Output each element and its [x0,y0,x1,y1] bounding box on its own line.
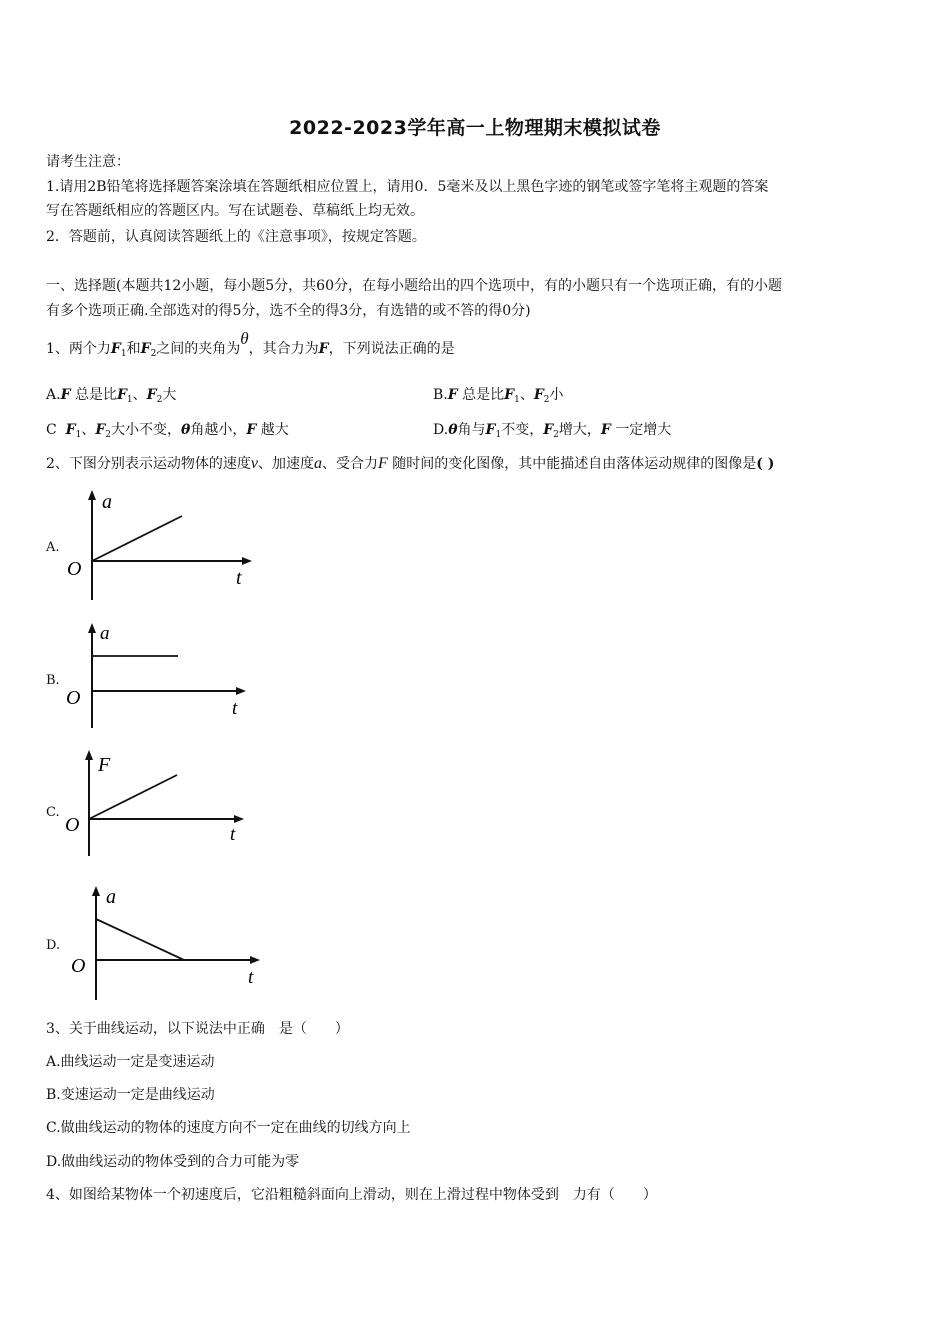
graph-c-origin: O [65,814,80,836]
q2-option-d-label[interactable]: D. [46,938,61,953]
q1-option-a[interactable]: A.F 总是比$F_1$、$F_2$大 [46,387,177,405]
q3-stem: 3、关于曲线运动，以下说法中正确 是（ ） [46,1021,349,1037]
section1-line2: 有多个选项正确.全部选对的得5分，选不全的得3分，有选错的或不答的得0分) [46,303,531,319]
q3-option-c[interactable]: C.做曲线运动的物体的速度方向不一定在曲线的切线方向上 [46,1120,411,1136]
q2-option-a-graph[interactable] [60,488,260,607]
q3-option-a[interactable]: A.曲线运动一定是变速运动 [46,1054,215,1070]
graph-d-x-label: t [248,967,254,988]
q2-option-d-graph[interactable] [60,884,270,1006]
graph-b-origin: O [66,687,81,709]
q2-option-b-label[interactable]: B. [46,673,60,688]
graph-a-y-label: a [102,491,112,513]
page-title: 2022-2023学年高一上物理期末模拟试卷 [289,117,661,139]
notice-heading: 请考生注意： [46,154,130,170]
q2-stem: 2、下图分别表示运动物体的速度v、加速度a、受合力F 随时间的变化图像，其中能描述自由落体运动规律的图像是( ) [46,455,775,472]
q1-stem: 1、两个力$F_1$和$F_2$之间的夹角为θ，其合力为F，下列说法正确的是 [46,329,455,359]
graph-b-svg [60,620,260,730]
notice-item-2: 2．答题前，认真阅读答题纸上的《注意事项》，按规定答题。 [46,229,426,245]
graph-b-x-label: t [232,698,238,719]
notice-item-1b: 写在答题纸相应的答题区内。写在试题卷、草稿纸上均无效。 [46,203,424,219]
q3-option-b[interactable]: B.变速运动一定是曲线运动 [46,1087,215,1103]
q1-option-d[interactable]: D.θ角与$F_1$不变，$F_2$增大，F 一定增大 [433,422,672,440]
graph-d-y-label: a [106,886,116,908]
q3-option-d[interactable]: D.做曲线运动的物体受到的合力可能为零 [46,1154,300,1170]
q2-option-b-graph[interactable] [60,620,260,734]
graph-d-origin: O [71,955,86,977]
graph-c-x-label: t [230,824,236,845]
graph-c-y-label: F [98,754,111,776]
q1-option-c[interactable]: C $F_1$、$F_2$大小不变，θ角越小，F 越大 [46,422,289,440]
q1-option-b[interactable]: B.F 总是比$F_1$、$F_2$小 [433,387,564,405]
q4-stem: 4、如图给某物体一个初速度后，它沿粗糙斜面向上滑动，则在上滑过程中物体受到 力有（ ） [46,1187,657,1203]
q2-option-a-label[interactable]: A. [46,540,60,555]
q2-option-c-graph[interactable] [60,748,260,862]
graph-b-y-label: a [100,623,110,644]
graph-c-svg [60,748,260,858]
notice-item-1a: 1.请用2B铅笔将选择题答案涂填在答题纸相应位置上，请用0．5毫米及以上黑色字迹的钢笔或签字笔将主观题的答案 [46,179,769,195]
graph-a-x-label: t [236,567,242,589]
theta-symbol: θ [240,329,249,348]
section1-line1: 一、选择题(本题共12小题，每小题5分，共60分，在每小题给出的四个选项中，有的小题只有一个选项正确，有的小题 [46,278,782,294]
q2-option-c-label[interactable]: C. [46,805,60,820]
graph-a-origin: O [67,558,82,580]
graph-a-svg [60,488,260,603]
graph-d-svg [60,884,270,1002]
